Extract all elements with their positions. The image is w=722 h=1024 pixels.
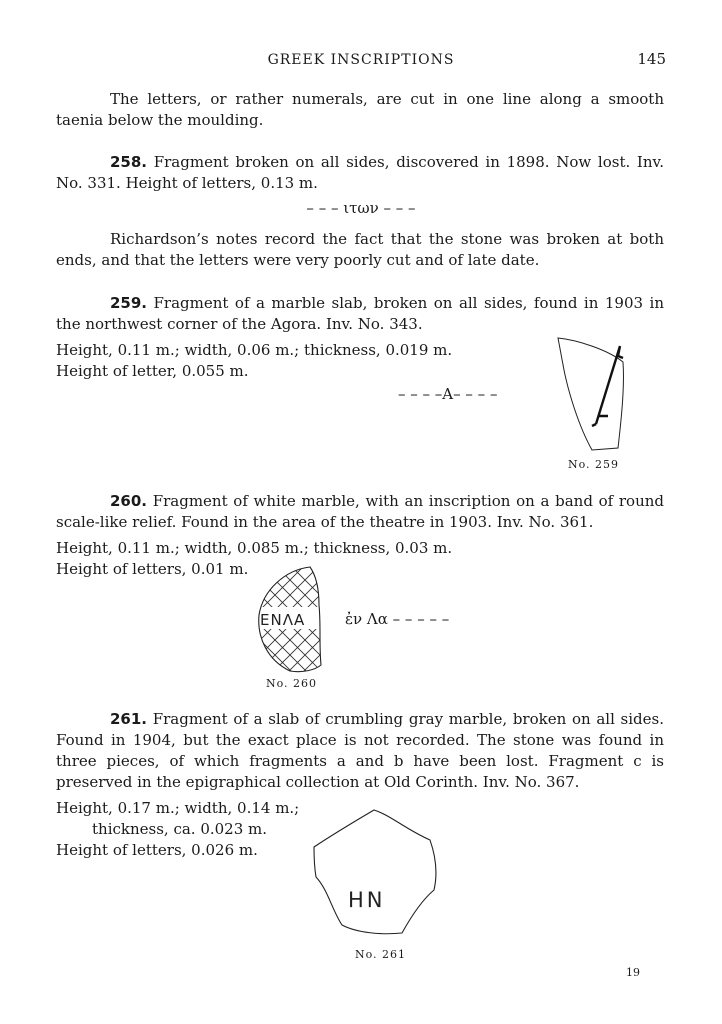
entry-259-dimensions: Height, 0.11 m.; width, 0.06 m.; thickness, 0.019 m. [56, 341, 453, 359]
entry-259-letter-height: Height of letter, 0.055 m. [56, 362, 249, 380]
entry-261-letter-height: Height of letters, 0.026 m. [56, 841, 258, 859]
fragment-260-drawing [255, 565, 325, 675]
entry-260-inscription: ἐν Λα – – – – – [345, 610, 450, 628]
entry-261-dimensions: Height, 0.17 m.; width, 0.14 m.; [56, 799, 300, 817]
entry-number: 261. [110, 710, 148, 728]
entry-number: 259. [110, 294, 148, 312]
entry-261-thickness: thickness, ca. 0.023 m. [92, 820, 268, 838]
figure-caption: No. 260 [266, 677, 318, 690]
fragment-261-letters: ΗΝ [348, 888, 386, 912]
entry-258-paragraph [56, 152, 664, 194]
fragment-260-letters: ΕΝΛΑ [260, 611, 306, 629]
entry-text: Fragment broken on all sides, discovered in 1898. Now lost. Inv. No. 331. Height of letters, 0.13 m. [56, 153, 664, 192]
entry-261-paragraph [56, 709, 664, 793]
entry-text: Fragment of a marble slab, broken on all sides, found in 1903 in the northwest corner of the Agora. Inv. No. 343. [56, 294, 664, 333]
entry-260-dimensions: Height, 0.11 m.; width, 0.085 m.; thickness, 0.03 m. [56, 539, 453, 557]
running-header: GREEK INSCRIPTIONS [267, 52, 455, 68]
entry-number: 260. [110, 492, 148, 510]
fragment-259-drawing [548, 330, 638, 455]
entry-259-paragraph [56, 293, 664, 335]
signature-mark: 19 [626, 966, 640, 979]
fragment-261-drawing [312, 805, 447, 940]
entry-258-commentary: Richardson’s notes record the fact that the stone was broken at both ends, and that the letters were very poorly cut and of late date. [56, 230, 664, 269]
intro-paragraph: The letters, or rather numerals, are cut in one line along a smooth taenia below the moulding. [56, 90, 664, 129]
entry-259-inscription: – – – –A– – – – [398, 385, 498, 403]
entry-text: Fragment of white marble, with an inscription on a band of round scale-like relief. Found in the area of the theatre in 1903. Inv. No. 361. [56, 492, 664, 531]
entry-text: Fragment of a slab of crumbling gray marble, broken on all sides. Found in 1904, but the exact place is not recorded. The stone was found in three pieces, of which fragments a and b have been lost. Fragment c is preserved in the epigraphical collection at Old Corinth. Inv. No. 367. [56, 710, 664, 791]
entry-260-paragraph [56, 491, 664, 533]
figure-caption: No. 259 [568, 458, 620, 471]
figure-caption: No. 261 [355, 948, 407, 961]
page-number: 145 [637, 50, 666, 68]
entry-260-letter-height: Height of letters, 0.01 m. [56, 560, 249, 578]
entry-number: 258. [110, 153, 148, 171]
entry-258-inscription: – – – ιτων – – – [306, 199, 416, 217]
